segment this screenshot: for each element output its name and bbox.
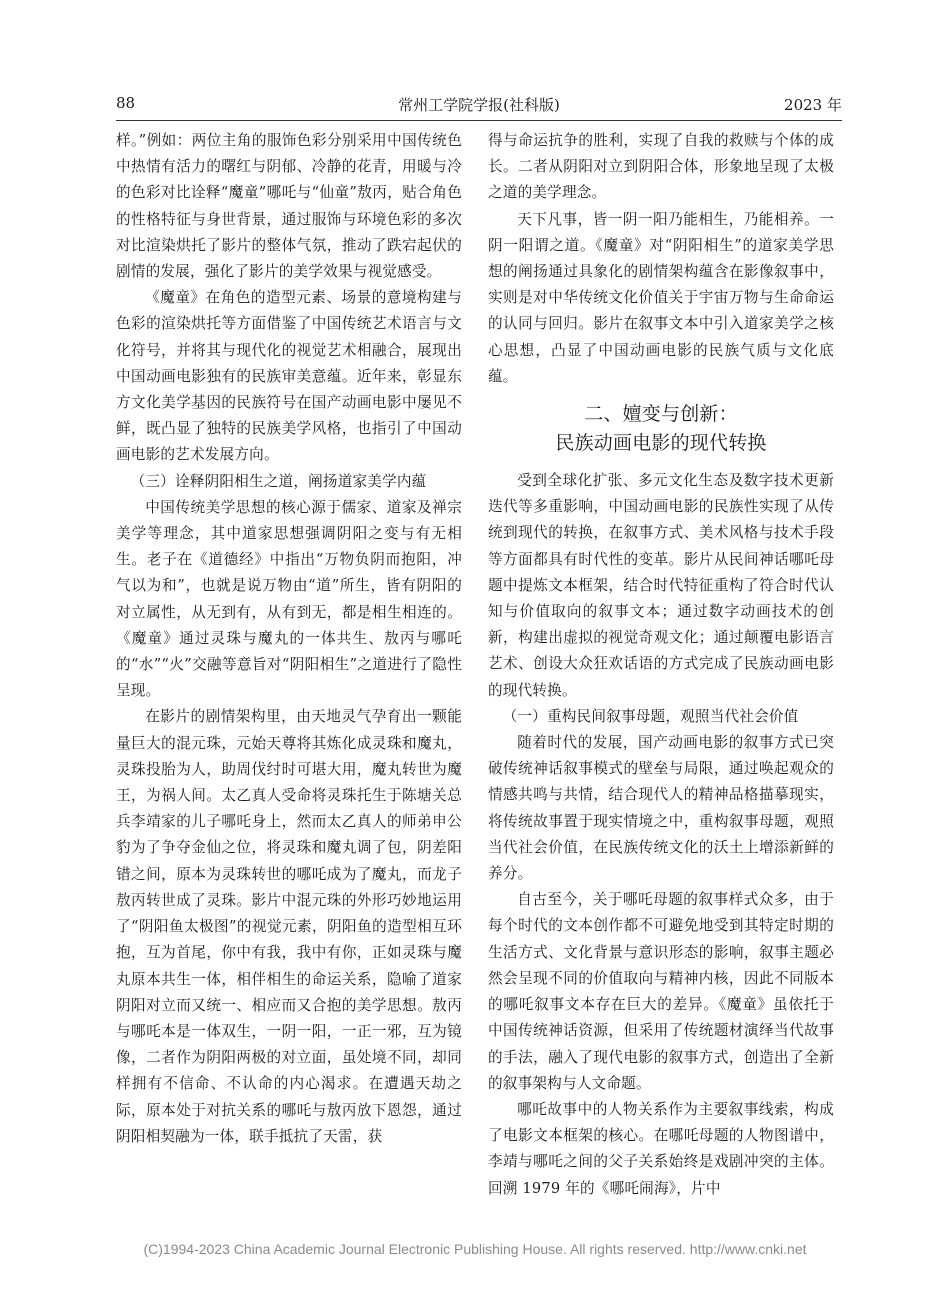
paragraph: 自古至今，关于哪吒母题的叙事样式众多，由于每个时代的文本创作都不可避免地受到其特定时期的生活方式、文化背景与意识形态的影响，叙事主题必然会呈现不同的价值取向与精神内核，因此不同版本的哪吒叙事文本存在巨大的差异。《魔童》虽依托于中国传统神话资源，但采用了传统题材演绎当代故事的手法，融入了现代电影的叙事方式，创造出了全新的叙事架构与人文命题。 (488, 891, 834, 1092)
left-column (116, 128, 462, 1150)
paragraph: 中国传统美学思想的核心源于儒家、道家及禅宗美学等理念，其中道家思想强调阴阳之变与有无相生。老子在《道德经》中指出“万物负阴而抱阳，冲气以为和”，也就是说万物由“道”所生，皆有阴阳的对立属性，从无到有，从有到无，都是相生相连的。《魔童》通过灵珠与魔丸的一体共生、敖丙与哪吒的“水”“火”交融等意旨对“阴阳相生”之道进行了隐性呈现。 (116, 498, 462, 700)
paragraph: 天下凡事，皆一阴一阳乃能相生，乃能相养。一阴一阳谓之道。《魔童》对“阴阳相生”的道家美学思想的阐扬通过具象化的剧情架构蕴含在影像叙事中，实则是对中华传统文化价值关于宇宙万物与生命命运的认同与回归。影片在叙事文本中引入道家美学之核心思想，凸显了中国动画电影的民族气质与文化底蕴。 (488, 210, 834, 385)
journal-title: 常州工学院学报(社科版) (398, 96, 560, 114)
paragraph: 《魔童》在角色的造型元素、场景的意境构建与色彩的渲染烘托等方面借鉴了中国传统艺术语言与文化符号，并将其与现代化的视觉艺术相融合，展现出中国动画电影独有的民族审美意蕴。近年来，彰显东方文化美学基因的民族符号在国产动画电影中屡见不鲜，既凸显了独特的民族美学风格，也指引了中国动画电影的艺术发展方向。 (116, 289, 462, 464)
subheading: （三）诠释阴阳相生之道，阐扬道家美学内蕴 (130, 472, 427, 490)
right-column (488, 128, 834, 1202)
paragraph: 得与命运抗争的胜利，实现了自我的救赎与个体的成长。二者从阴阳对立到阴阳合体，形象地呈现了太极之道的美学理念。 (488, 132, 834, 202)
section-title-line-2: 民族动画电影的现代转换 (555, 432, 767, 455)
paragraph: 在影片的剧情架构里，由天地灵气孕育出一颗能量巨大的混元珠，元始天尊将其炼化成灵珠和魔丸，灵珠投胎为人，助周伐纣时可堪大用，魔丸转世为魔王，为祸人间。太乙真人受命将灵珠托生于陈塘关总兵李靖家的儿子哪吒身上，然而太乙真人的师弟申公豹为了争夺金仙之位，将灵珠和魔丸调了包，阴差阳错之间，原本为灵珠转世的哪吒成为了魔丸，而龙子敖丙转世成了灵珠。影片中混元珠的外形巧妙地运用了“阴阳鱼太极图”的视觉元素，阴阳鱼的造型相互环抱，互为首尾，你中有我，我中有你，正如灵珠与魔丸原本共生一体，相伴相生的命运关系，隐喻了道家阴阳对立而又统一、相应而又合抱的美学思想。敖丙与哪吒本是一体双生，一阴一阳，一正一邪，互为镜像，二者作为阴阳两极的对立面，虽处境不同，却同样拥有不信命、不认命的内心渴求。在遭遇天劫之际，原本处于对抗关系的哪吒与敖丙放下恩怨，通过阴阳相契融为一体，联手抵抗了天雷，获 (116, 708, 462, 1145)
page-header (116, 90, 842, 121)
section-title (488, 400, 834, 458)
page-number: 88 (116, 94, 136, 112)
paragraph: 受到全球化扩张、多元文化生态及数字技术更新迭代等多重影响，中国动画电影的民族性实现了从传统到现代的转换，在叙事方式、美术风格与技术手段等方面都具有时代性的变革。影片从民间神话哪吒母题中提炼文本框架，结合时代特征重构了符合时代认知与价值取向的叙事文本；通过数字动画技术的创新，构建出虚拟的视觉奇观文化；通过颠覆电影语言艺术、创设大众狂欢话语的方式完成了民族动画电影的现代转换。 (488, 472, 834, 699)
publication-year: 2023 年 (784, 96, 842, 114)
paragraph: 随着时代的发展，国产动画电影的叙事方式已突破传统神话叙事模式的壁垒与局限，通过唤起观众的情感共鸣与共情，结合现代人的精神品格描摹现实，将传统故事置于现实情境之中，重构叙事母题，观照当代社会价值，在民族传统文化的沃土上增添新鲜的养分。 (488, 734, 834, 883)
subheading: （一）重构民间叙事母题，观照当代社会价值 (502, 707, 799, 725)
paragraph: 样。”例如：两位主角的服饰色彩分别采用中国传统色中热情有活力的曙红与阴郁、冷静的花青，用暖与冷的色彩对比诠释“魔童”哪吒与“仙童”敖丙，贴合角色的性格特征与身世背景，通过服饰与环境色彩的多次对比渲染烘托了影片的整体气氛，推动了跌宕起伏的剧情的发展，强化了影片的美学效果与视觉感受。 (116, 132, 462, 281)
section-title-line-1: 二、嬗变与创新： (584, 403, 738, 426)
paragraph: 哪吒故事中的人物关系作为主要叙事线索，构成了电影文本框架的核心。在哪吒母题的人物图谱中，李靖与哪吒之间的父子关系始终是戏剧冲突的主体。回溯 1979 年的《哪吒闹海》，片中 (488, 1100, 834, 1197)
copyright-footer: (C)1994-2023 China Academic Journal Electronic Publishing House. All rights reserved. http://www.cnki.net (143, 1241, 807, 1257)
